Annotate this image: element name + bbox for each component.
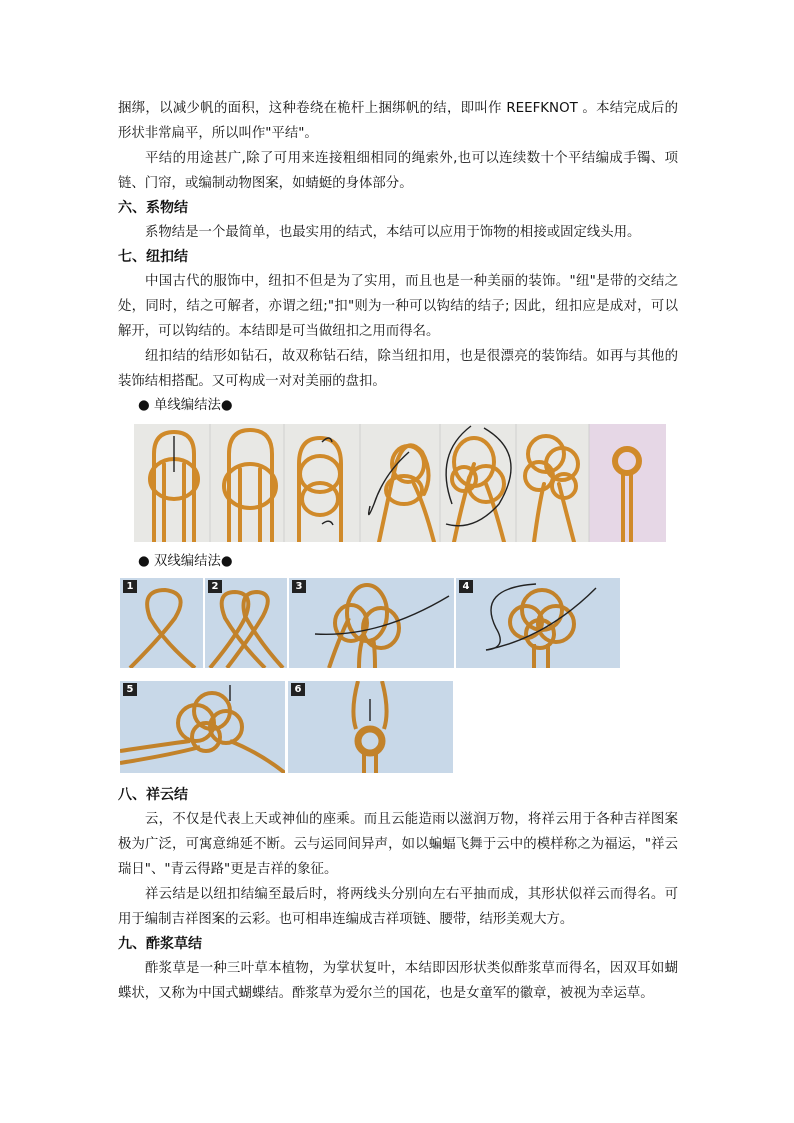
paragraph: 平结的用途甚广,除了可用来连接粗细相同的绳索外,也可以连续数十个平结编成手镯、项链、门帘，或编制动物图案，如蜻蜓的身体部分。 xyxy=(118,151,678,191)
paragraph: 酢浆草是一种三叶草本植物，为掌状复叶，本结即因形状类似酢浆草而得名，因双耳如蝴蝶状，又称为中国式蝴蝶结。酢浆草为爱尔兰的国花，也是女童军的徽章，被视为幸运草。 xyxy=(118,961,678,1001)
section-heading-7: 七、纽扣结 xyxy=(118,249,188,265)
step-number: 1 xyxy=(123,580,137,593)
section-heading-8: 八、祥云结 xyxy=(118,787,188,803)
bullet-double-strand: ● 双线编结法● xyxy=(138,554,233,569)
section-heading-9: 九、酢浆草结 xyxy=(118,936,202,952)
paragraph: 祥云结是以纽扣结编至最后时，将两线头分别向左右平抽而成，其形状似祥云而得名。可用于编制吉祥图案的云彩。也可相串连编成吉祥项链、腰带，结形美观大方。 xyxy=(118,887,678,927)
paragraph: 系物结是一个最简单，也最实用的结式，本结可以应用于饰物的相接或固定线头用。 xyxy=(145,225,641,240)
paragraph: 中国古代的服饰中，纽扣不但是为了实用，而且也是一种美丽的装饰。"纽"是带的交结之处，同时，结之可解者，亦谓之纽;"扣"则为一种可以钩结的结子; 因此，纽扣应是成对，可以解开，可以钩结的。本结即是可当做纽扣之用而得名。 xyxy=(118,274,678,339)
step-number: 6 xyxy=(291,683,305,696)
step-number: 5 xyxy=(123,683,137,696)
document-body-lower xyxy=(118,783,678,1006)
double-strand-photo-step-4 xyxy=(456,578,620,668)
double-strand-photo-step-2 xyxy=(205,578,287,668)
double-strand-photo-step-1 xyxy=(120,578,203,668)
single-strand-photo-strip xyxy=(134,424,666,542)
paragraph: 捆绑，以减少帆的面积，这种卷绕在桅杆上捆绑帆的结，即叫作 REEFKNOT 。本结完成后的形状非常扁平，所以叫作"平结"。 xyxy=(118,101,678,141)
double-strand-photo-step-6 xyxy=(288,681,453,773)
step-number: 3 xyxy=(292,580,306,593)
paragraph: 云，不仅是代表上天或神仙的座乘。而且云能造雨以滋润万物，将祥云用于各种吉祥图案极为广泛，可寓意绵延不断。云与运同间异声，如以蝙蝠飞舞于云中的模样称之为福运，"祥云瑞日"、"青云得路"更是吉祥的象征。 xyxy=(118,812,678,877)
bullet-single-strand: ● 单线编结法● xyxy=(138,398,233,413)
section-heading-6: 六、系物结 xyxy=(118,200,188,216)
double-strand-photo-step-5 xyxy=(120,681,285,773)
step-number: 4 xyxy=(459,580,473,593)
step-number: 2 xyxy=(208,580,222,593)
double-strand-photo-step-3 xyxy=(289,578,454,668)
document-body xyxy=(118,96,678,419)
paragraph: 纽扣结的结形如钻石，故双称钻石结，除当纽扣用，也是很漂亮的装饰结。如再与其他的装饰结相搭配。又可构成一对对美丽的盘扣。 xyxy=(118,349,678,389)
